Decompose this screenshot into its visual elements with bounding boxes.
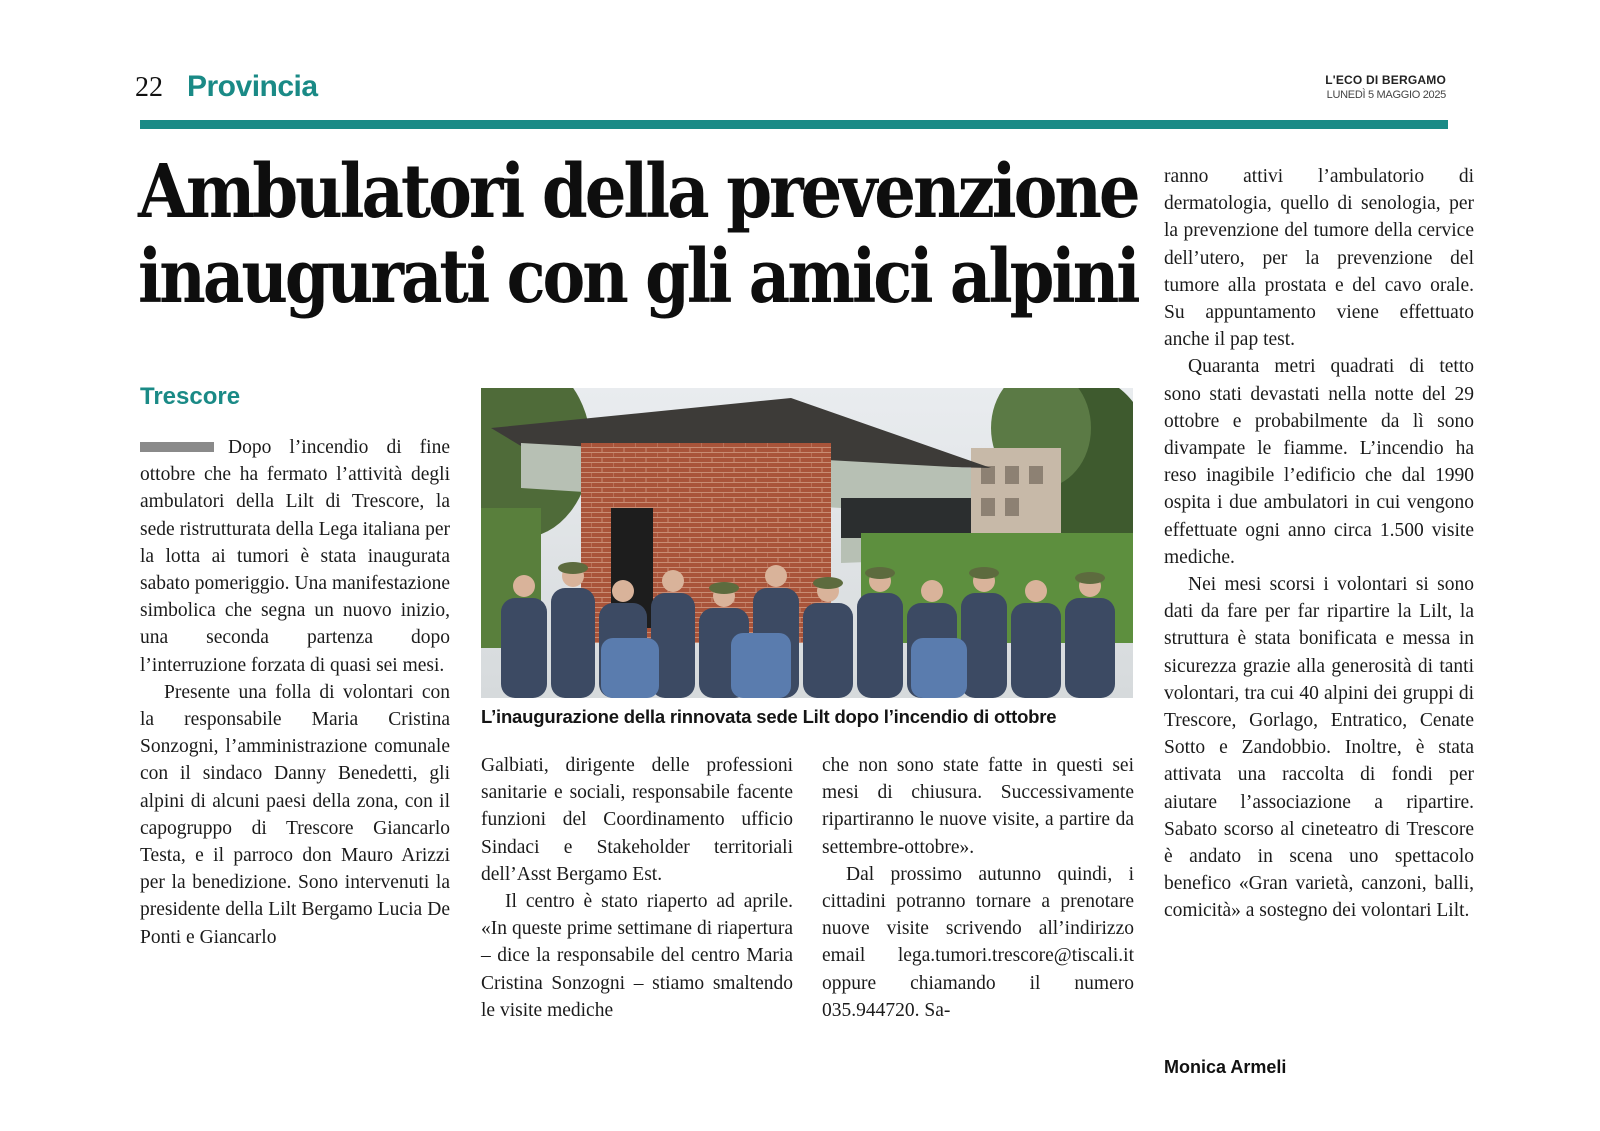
paragraph: ranno attivi l’ambulatorio di dermatologia, quello di senologia, per la prevenzione del tumore della cervice dell’utero, per la prevenzione del tumore alla prostata e del cavo orale. Su appuntamento viene effettuato anche il pap test. — [1164, 166, 1474, 351]
headline — [138, 150, 1138, 320]
headline-line-2: inaugurati con gli amici alpini — [138, 234, 1138, 320]
location-kicker: Trescore — [140, 383, 241, 410]
paragraph: Quaranta metri quadrati di tetto sono stati devastati nella notte del 29 ottobre e probabilmente da lì sono divampate le fiamme. L’incendio ha reso inagibile l’edificio che dal 1990 ospita i due ambulatori in cui vengono effettuate ogni anno circa 1.500 visite mediche. — [1164, 356, 1474, 568]
paragraph: Il centro è stato riaperto ad aprile. «In queste prime settimane di riapertura – dice la responsabile del centro Maria Cristina Sonzogni – stiamo smaltendo le visite mediche — [481, 891, 793, 1021]
author-byline: Monica Armeli — [1164, 1057, 1287, 1077]
section-title: Provincia — [187, 70, 318, 103]
page-number: 22 — [135, 72, 163, 103]
photo-caption: L’inaugurazione della rinnovata sede Lilt dopo l’incendio di ottobre — [481, 706, 1057, 727]
article-column-3 — [822, 752, 1134, 1024]
article-column-1 — [140, 434, 450, 951]
article-column-2 — [481, 752, 793, 1024]
paragraph: che non sono state fatte in questi sei mesi di chiusura. Successivamente ripartiranno le nuove visite, a partire da settembre-ottobre». — [822, 755, 1134, 858]
header-rule — [140, 120, 1448, 129]
paragraph: Presente una folla di volontari con la responsabile Maria Cristina Sonzogni, l’amministrazione comunale con il sindaco Danny Benedetti, gli alpini di alcuni paesi della zona, con il capogruppo di Trescore Giancarlo Testa, e il parroco don Mauro Arizzi per la benedizione. Sono intervenuti la presidente della Lilt Bergamo Lucia De Ponti e Giancarlo — [140, 681, 450, 948]
article-photo — [481, 388, 1133, 698]
issue-date: LUNEDÌ 5 MAGGIO 2025 — [1326, 89, 1446, 101]
headline-line-1: Ambulatori della prevenzione — [138, 149, 1138, 235]
newspaper-name: L'ECO DI BERGAMO — [1325, 73, 1446, 87]
lead-marker — [140, 442, 214, 452]
article-column-4 — [1164, 163, 1474, 925]
photo-illustration — [481, 388, 1133, 698]
paragraph: Galbiati, dirigente delle professioni sanitarie e sociali, responsabile facente funzioni del Coordinamento ufficio Sindaci e Stakeholder territoriali dell’Asst Bergamo Est. — [481, 755, 793, 885]
paragraph: Nei mesi scorsi i volontari si sono dati da fare per far ripartire la Lilt, la struttura è stata bonificata e messa in sicurezza grazie alla generosità di tanti volontari, tra cui 40 alpini dei gruppi di Trescore, Gorlago, Entratico, Cenate Sotto e Zandobbio. Inoltre, è stata attivata una raccolta di fondi per aiutare l’associazione a ripartire. Sabato scorso al cineteatro di Trescore è andato in scena uno spettacolo benefico «Gran varietà, canzoni, balli, comicità» a sostegno dei volontari Lilt. — [1164, 574, 1474, 922]
lead-paragraph — [140, 434, 450, 679]
lead-text: Dopo l’incendio di fine ottobre che ha fermato l’attività degli ambulatori della Lilt di Trescore, la sede ristrutturata della Lega italiana per la lotta ai tumori è stata inaugurata sabato pomeriggio. Una manifestazione simbolica che segna un nuovo inizio, una seconda partenza dopo l’interruzione forzata di quasi sei mesi. — [140, 437, 450, 676]
paragraph: Dal prossimo autunno quindi, i cittadini potranno tornare a prenotare nuove visite scrivendo all’indirizzo email lega.tumori.trescore@tiscali.it oppure chiamando il numero 035.944720. Sa- — [822, 863, 1134, 1021]
